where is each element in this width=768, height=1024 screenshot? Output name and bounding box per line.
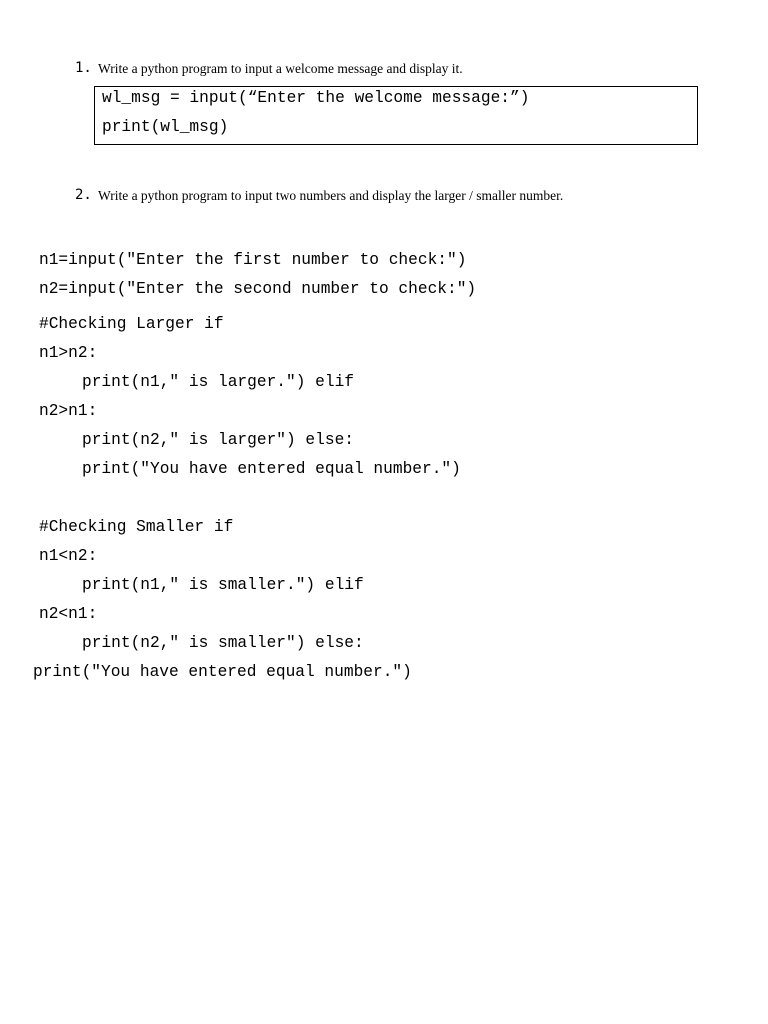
code-line: n1>n2: [39,344,98,362]
code-line: print(n2," is larger") else: [82,431,354,449]
code-line: n1<n2: [39,547,98,565]
code-line: wl_msg = input(“Enter the welcome message:”) [102,89,530,107]
question-2-text: Write a python program to input two numbers and display the larger / smaller number. [98,188,564,203]
code-line: print(wl_msg) [102,118,229,136]
code-line: n2=input("Enter the second number to check:") [39,280,477,298]
code-line: n1=input("Enter the first number to check:") [39,251,467,269]
code-line: n2<n1: [39,605,98,623]
code-line: print("You have entered equal number.") [82,460,461,478]
code-line: print(n2," is smaller") else: [82,634,364,652]
code-line: print("You have entered equal number.") [33,663,412,681]
question-2-number: 2. [75,187,92,203]
question-1-text: Write a python program to input a welcome message and display it. [98,61,463,76]
code-line: print(n1," is larger.") elif [82,373,354,391]
code-comment: #Checking Smaller if [39,518,234,536]
question-1-code-box [94,86,698,145]
code-line: n2>n1: [39,402,98,420]
code-line: print(n1," is smaller.") elif [82,576,364,594]
question-1-number: 1. [75,60,92,76]
code-comment: #Checking Larger if [39,315,224,333]
